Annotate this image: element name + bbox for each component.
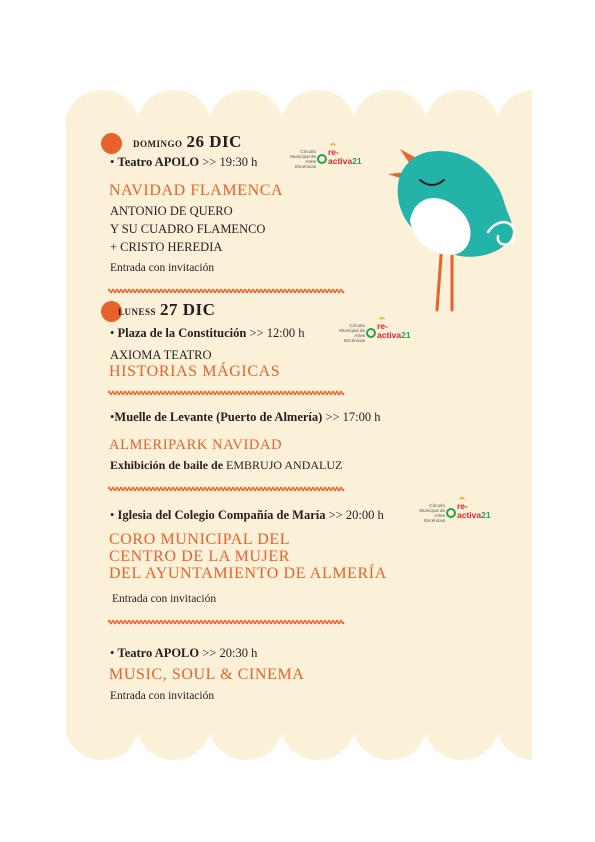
entry-note: Entrada con invitación [112,593,217,605]
wavy-divider [108,390,348,396]
event-title: MUSIC, SOUL & CINEMA [109,666,305,683]
venue-line: •Muelle de Levante (Puerto de Almería) >> 17:00 h [110,410,381,424]
company-line: AXIOMA TEATRO [110,348,212,362]
performer-line: + CRISTO HEREDIA [110,240,223,254]
wavy-divider [108,288,348,294]
event-description: Exhibición de baile de EMBRUJO ANDALUZ [110,458,343,472]
venue-line: • Plaza de la Constitución >> 12:00 h [110,326,305,340]
event-title: ALMERIPARK NAVIDAD [109,437,283,453]
power-icon [366,328,376,338]
event-program [66,100,532,750]
reactiva21-logo: Circuito Municipal de Artes Escénicas re- activa21 [417,502,497,528]
venue-line: • Teatro APOLO >> 20:30 h [110,646,258,660]
performer-line: ANTONIO DE QUERO [110,204,233,218]
day-marker-dot [101,133,122,154]
wavy-divider [108,619,348,625]
day-heading: DOMINGO 26 DIC [133,132,242,151]
wavy-divider [108,486,348,492]
venue-line: • Teatro APOLO >> 19:30 h [110,155,258,169]
performer-line: Y SU CUADRO FLAMENCO [110,222,266,236]
entry-note: Entrada con invitación [110,262,215,274]
event-title: DEL AYUNTAMIENTO DE ALMERÍA [109,565,387,582]
power-icon [446,508,456,518]
reactiva21-logo: Circuito Municipal de Artes Escénicas re- activa21 [288,148,368,174]
venue-line: • Iglesia del Colegio Compañía de María >> 20:00 h [110,508,384,522]
reactiva21-logo: Circuito Municipal de Artes Escénicas re- activa21 [337,322,417,348]
entry-note: Entrada con invitación [110,690,215,702]
power-icon [317,154,327,164]
event-title: HISTORIAS MÁGICAS [109,363,281,380]
event-title: CENTRO DE LA MUJER [109,548,291,565]
event-title: NAVIDAD FLAMENCA [109,182,284,199]
event-title: CORO MUNICIPAL DEL [109,531,291,548]
day-heading: LUNESS 27 DIC [118,300,216,319]
